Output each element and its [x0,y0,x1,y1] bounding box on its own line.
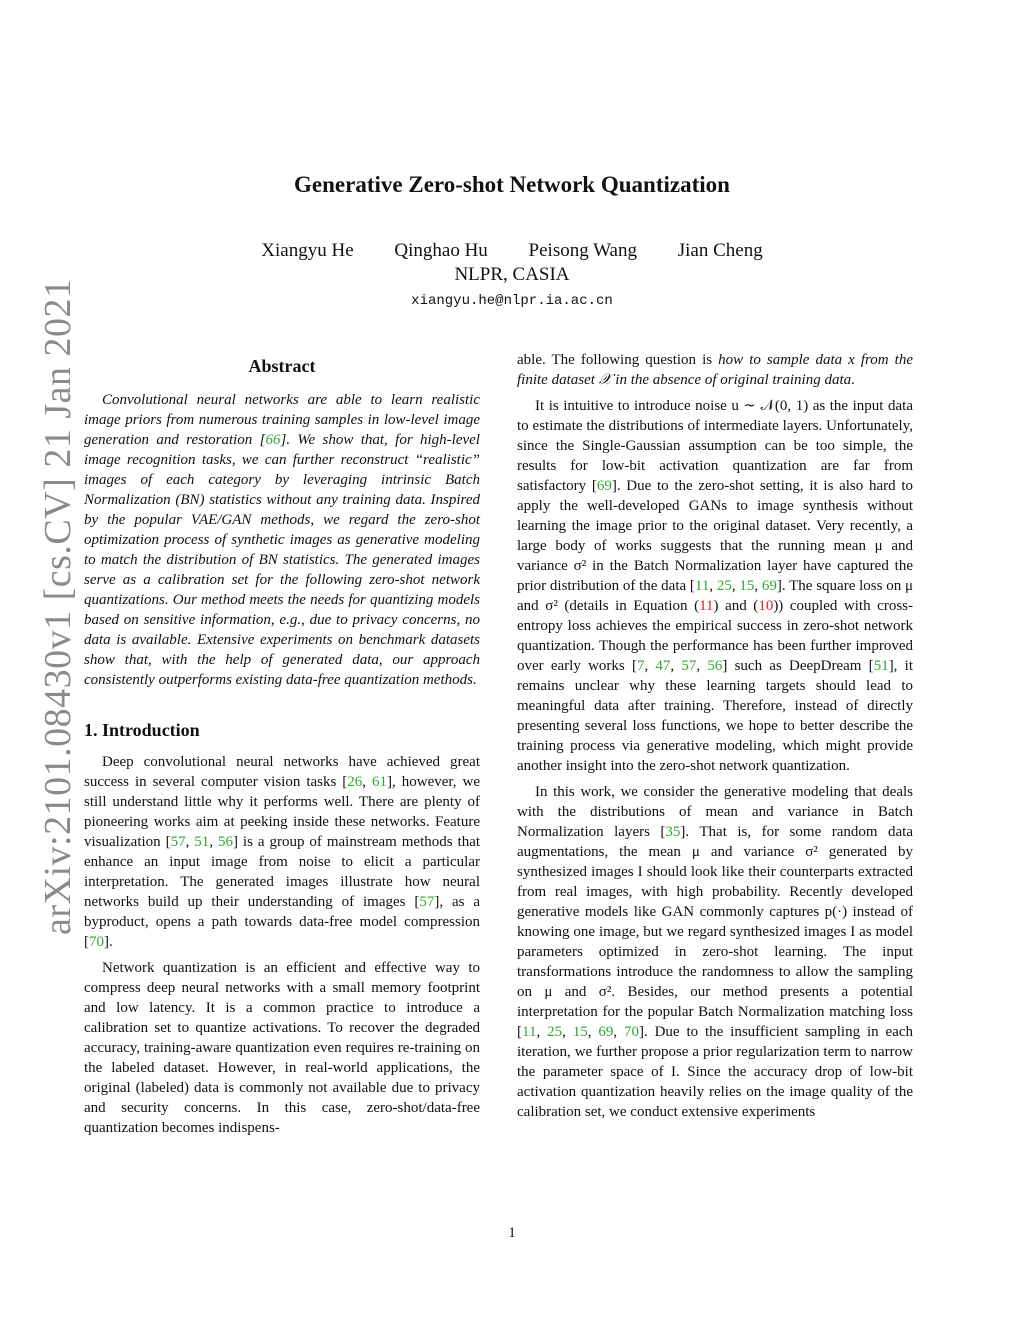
page-number: 1 [508,1225,516,1241]
abstract-text: Convolutional neural networks are able to learn realistic image priors from numerous training samples in low-level image generation and restoration [66]. We show that, for high-level image recognition tasks, we can further reconstruct “realistic” images of each category by leveraging intrinsic Batch Normalization (BN) statistics without any training data. Inspired by the popular VAE/GAN methods, we regard the zero-shot optimization process of synthetic images as generative modeling to match the distribution of BN statistics. The generated images serve as a calibration set for the following zero-shot network quantizations. Our method meets the needs for quantizing models based on sensitive information, e.g., due to privacy concerns, no data is available. Extensive experiments on benchmark datasets show that, with the help of generated data, our approach consistently outperforms existing data-free quantization methods. [84,392,480,688]
citation-link[interactable]: 15 [572,1024,588,1040]
citation-link[interactable]: 57 [170,834,186,850]
citation-link[interactable]: 11 [694,578,710,594]
author: Peisong Wang [528,240,637,261]
author-email: xiangyu.he@nlpr.ia.ac.cn [411,293,613,309]
citation-link[interactable]: 56 [707,658,723,674]
citation-link[interactable]: 51 [873,658,889,674]
body-paragraph: In this work, we consider the generative modeling that deals with the distributions of mean and variance in Batch Normalization layers [35]. That is, for some random data augmentations, the mean μ and variance σ² generated by synthesized images I should look like their counterparts extracted from real images, with high probability. Recently developed generative models like GAN commonly captures p(·) instead of knowing one image, but we regard synthesized images I as model parameters optimized in zero-shot learning. The input transformations introduce the randomness to allow the sampling on μ and σ². Besides, our method presents a potential interpretation for the popular Batch Normalization matching loss [11, 25, 15, 69, 70]. Due to the insufficient sampling in each iteration, we further propose a prior regularization term to narrow the parameter space of I. Since the accuracy drop of low-bit activation quantization heavily relies on the image quality of the calibration set, we conduct extensive experiments [517,784,913,1120]
citation-link[interactable]: 56 [218,834,233,850]
equation-link[interactable]: 10 [758,598,774,614]
citation-link[interactable]: 61 [372,774,388,790]
left-column [84,350,480,1144]
citation-link[interactable]: 69 [761,578,777,594]
abstract-heading: Abstract [248,356,316,376]
citation-link[interactable]: 15 [739,578,755,594]
citation-link[interactable]: 66 [265,432,281,448]
body-paragraph: able. The following question is how to sample data x from the finite dataset 𝒳 in the absence of original training data. [517,352,913,388]
arxiv-identifier: arXiv:2101.08430v1 [cs.CV] 21 Jan 2021 [37,278,79,935]
citation-link[interactable]: 47 [655,658,671,674]
citation-link[interactable]: 35 [665,824,681,840]
citation-link[interactable]: 25 [547,1024,563,1040]
citation-link[interactable]: 25 [716,578,732,594]
right-column [517,350,913,1128]
citation-link[interactable]: 70 [89,934,104,950]
author: Qinghao Hu [394,240,488,261]
body-paragraph: It is intuitive to introduce noise u ∼ 𝒩(0, 1) as the input data to estimate the distributions of intermediate layers. Unfortunately, since the Single-Gaussian assumption can be too simple, the results for low-bit activation quantization are far from satisfactory [69]. Due to the zero-shot setting, it is also hard to apply the well-developed GANs to image synthesis without learning the image prior to the original dataset. Very recently, a large body of works suggests that the running mean μ and variance σ² in the Batch Normalization layer have captured the prior distribution of the data [11, 25, 15, 69]. The square loss on μ and σ² (details in Equation (11) and (10)) coupled with cross-entropy loss achieves the empirical success in zero-shot network quantization. Though the performance has been further improved over early works [7, 47, 57, 56] such as DeepDream [51], it remains unclear why these learning targets should lead to meaningful data after training. Therefore, instead of directly presenting several loss functions, we hope to better describe the training process via generative modeling, which might provide another insight into the zero-shot network quantization. [517,398,914,774]
citation-link[interactable]: 69 [596,478,612,494]
citation-link[interactable]: 26 [347,774,363,790]
intro-paragraph: Network quantization is an efficient and effective way to compress deep neural networks with a small memory footprint and low latency. It is a common practice to introduce a calibration set to quantize activations. To recover the degraded accuracy, training-aware quantization even requires re-training on the labeled dataset. However, in real-world applications, the original (labeled) data is commonly not available due to privacy and security concerns. In this case, zero-shot/data-free quantization becomes indispens- [84,960,480,1136]
section-heading-introduction: 1. Introduction [84,720,200,740]
citation-link[interactable]: 11 [522,1024,537,1040]
equation-link[interactable]: 11 [699,598,714,614]
author-list [0,240,1024,262]
intro-paragraph: Deep convolutional neural networks have achieved great success in several computer vision tasks [26, 61], however, we still understand little why it performs well. There are plenty of pioneering works aim at peeking inside these networks. Feature visualization [57, 51, 56] is a group of mainstream methods that enhance an input image from noise to elicit a particular interpretation. The generated images illustrate how neural networks build up their understanding of images [57], as a byproduct, opens a path towards data-free model compression [70]. [84,754,481,950]
author: Jian Cheng [677,240,763,261]
author: Xiangyu He [261,240,354,261]
citation-link[interactable]: 7 [636,658,645,674]
citation-link[interactable]: 57 [681,658,697,674]
citation-link[interactable]: 70 [623,1024,639,1040]
affiliation: NLPR, CASIA [454,264,570,285]
citation-link[interactable]: 51 [194,834,210,850]
citation-link[interactable]: 57 [419,894,435,910]
citation-link[interactable]: 69 [598,1024,614,1040]
paper-title: Generative Zero-shot Network Quantization [294,172,730,197]
